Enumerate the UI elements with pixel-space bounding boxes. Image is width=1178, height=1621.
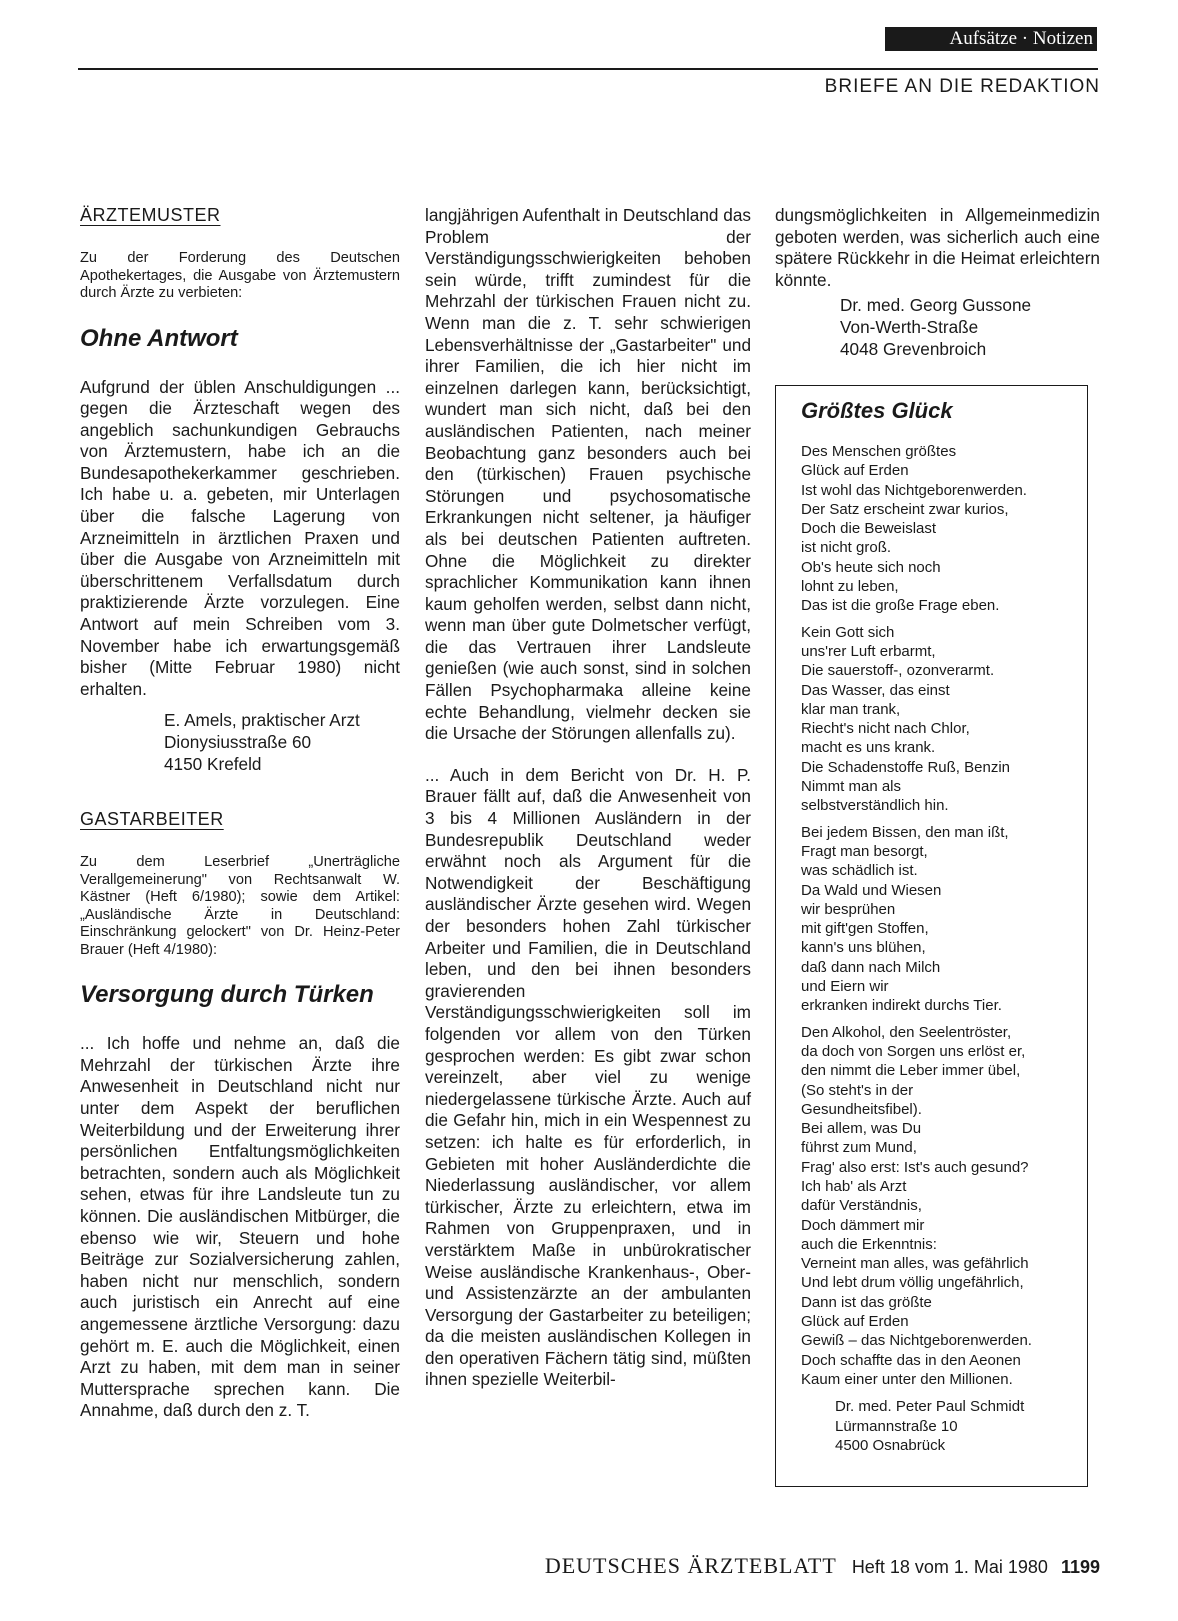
poem-line: Nimmt man als bbox=[801, 778, 902, 796]
poem-line: Des Menschen größtes bbox=[801, 443, 957, 460]
poem-line: Fragt man besorgt, bbox=[801, 842, 928, 860]
article-headline: Versorgung durch Türken bbox=[80, 981, 374, 1009]
poem-line: Glück auf Erden bbox=[801, 462, 909, 480]
page-number: 1199 bbox=[1060, 1557, 1100, 1577]
poem-line: Gewiß – das Nichtgeborenwerden. bbox=[801, 1332, 1032, 1350]
poem-line: erkranken indirekt durchs Tier. bbox=[801, 997, 1002, 1015]
signature-line: Lürmannstraße 10 bbox=[835, 1417, 958, 1435]
poem-line: führst zum Mund, bbox=[801, 1139, 917, 1157]
poem-line: Das ist die große Frage eben. bbox=[801, 597, 1000, 615]
column-3 bbox=[775, 205, 1100, 360]
article-headline: Ohne Antwort bbox=[80, 324, 238, 352]
poem-title: Größtes Glück bbox=[801, 398, 953, 423]
poem-stanza bbox=[801, 623, 1073, 816]
article-intro: Zu dem Leserbrief „Unerträgliche Verallgemeinerung" von Rechtsanwalt W. Kästner (Heft 6/1980); sowie dem Artikel: „Ausländische Ärzte in Deutschland: Einschränkung gelockert" von Dr. Heinz-Peter Brauer (Heft 4/1980): bbox=[80, 854, 400, 958]
poem-line: Kein Gott sich bbox=[801, 623, 895, 641]
poem-stanza bbox=[801, 823, 1073, 1016]
signature-line: Dionysiusstraße 60 bbox=[164, 732, 312, 752]
poem-line: Riecht's nicht nach Chlor, bbox=[801, 720, 970, 738]
poem-line: auch die Erkenntnis: bbox=[801, 1235, 937, 1253]
poem-line: klar man trank, bbox=[801, 700, 901, 718]
article-body: dungsmöglichkeiten in Allgemeinmedizin geboten werden, was sicherlich auch eine spätere Rückkehr in die Heimat erleichtern könnte. bbox=[775, 205, 1100, 290]
poem-line: Da Wald und Wiesen bbox=[801, 881, 942, 899]
poem-line: lohnt zu leben, bbox=[801, 578, 899, 596]
poem-box bbox=[775, 385, 1088, 1487]
poem-line: Die Schadenstoffe Ruß, Benzin bbox=[801, 758, 1011, 776]
poem-line: Den Alkohol, den Seelentröster, bbox=[801, 1023, 1012, 1041]
poem-line: Bei allem, was Du bbox=[801, 1120, 922, 1138]
signature-line: 4048 Grevenbroich bbox=[840, 338, 987, 359]
poem-line: Verneint man alles, was gefährlich bbox=[801, 1255, 1029, 1273]
poem-line: Und lebt drum völlig ungefährlich, bbox=[801, 1274, 1024, 1292]
poem-line: Doch dämmert mir bbox=[801, 1216, 925, 1234]
signature-line: E. Amels, praktischer Arzt bbox=[164, 710, 360, 731]
poem-line: den nimmt die Leber immer übel, bbox=[801, 1062, 1021, 1080]
poem-stanzas bbox=[801, 442, 1073, 1389]
poem-line: Ich hab' als Arzt bbox=[801, 1177, 907, 1195]
article-body: ... Ich hoffe und nehme an, daß die Mehrzahl der türkischen Ärzte ihre Anwesenheit in Deutschland nicht nur unter dem Aspekt der beruflichen Weiterbildung und der Erweiterung ihrer persönlichen Entfaltungsmöglichkeiten betrachten, sondern auch als Möglichkeit sehen, etwas für ihre Landsleute tun zu können. Die ausländischen Mitbürger, die ebenso wie wir, Steuern und hohe Beiträge zur Sozialversicherung zahlen, haben nicht nur menschlich, sondern auch juristisch ein Anrecht auf eine angemessene ärztliche Versorgung: dazu gehört m. E. auch die Möglichkeit, einen Arzt zu haben, mit dem man in seiner Muttersprache sprechen kann. Die Annahme, daß durch den z. T. bbox=[80, 1033, 400, 1421]
poem-line: Doch die Beweislast bbox=[801, 520, 937, 538]
signature-block bbox=[835, 1397, 1073, 1455]
poem-line: selbstverständlich hin. bbox=[801, 797, 949, 815]
signature-line: 4150 Krefeld bbox=[164, 753, 262, 774]
poem-line: was schädlich ist. bbox=[801, 862, 918, 880]
poem-line: und Eiern wir bbox=[801, 978, 889, 996]
topic-label-aerztemuster: ÄRZTEMUSTER bbox=[80, 205, 221, 225]
poem-line: Kaum einer unter den Millionen. bbox=[801, 1370, 1013, 1388]
poem-line: Dann ist das größte bbox=[801, 1293, 932, 1311]
poem-stanza bbox=[801, 442, 1073, 616]
poem-line: Die sauerstoff-, ozonverarmt. bbox=[801, 662, 995, 680]
poem-line: mit gift'gen Stoffen, bbox=[801, 920, 929, 938]
column-2 bbox=[425, 205, 751, 1391]
signature-line: Dr. med. Georg Gussone bbox=[840, 295, 1032, 316]
article-intro: Zu der Forderung des Deutschen Apothekertages, die Ausgabe von Ärztemustern durch Ärzte zu verbieten: bbox=[80, 250, 400, 301]
poem-line: Doch schaffte das in den Aeonen bbox=[801, 1351, 1021, 1369]
page-footer bbox=[460, 1553, 1100, 1579]
poem-line: (So steht's in der bbox=[801, 1081, 914, 1099]
poem-line: da doch von Sorgen uns erlöst er, bbox=[801, 1042, 1026, 1060]
poem-line: Ist wohl das Nichtgeborenwerden. bbox=[801, 481, 1027, 499]
article-body: ... Auch in dem Bericht von Dr. H. P. Brauer fällt auf, daß die Anwesenheit von 3 bis 4 Millionen Ausländern in der Bundesrepublik Deutschland weder erwähnt noch als Argument für die Notwendigkeit der Beschäftigung ausländischer Ärzte gesehen wird. Wegen der besonders hohen Zahl türkischer Arbeiter und Familien, die in Deutschland leben, und den bei ihnen besonders gravierenden Verständigungsschwierigkeiten soll im folgenden vor allem von den Türken gesprochen werden: Es gibt zwar schon vereinzelt, aber viel zu wenige niedergelassene türkische Ärzte. Auch auf die Gefahr hin, mich in ein Wespennest zu setzen: ich halte es für erforderlich, in Gebieten mit hoher Ausländerdichte die Niederlassung ausländischer, vor allem türkischer, Ärzte zu erleichtern, etwa im Rahmen von Gruppenpraxen, und in verstärktem Maße in unbürokratischer Weise ausländische Krankenhaus-, Ober- und Assistenzärzte an der ambulanten Versorgung der Gastarbeiter zu beteiligen; da die meisten ausländischen Kollegen in den operativen Fächern tätig sind, müßten ihnen spezielle Weiterbil- bbox=[425, 764, 751, 1390]
poem-line: Frag' also erst: Ist's auch gesund? bbox=[801, 1158, 1029, 1176]
poem-line: uns'rer Luft erbarmt, bbox=[801, 642, 936, 660]
issue-info: Heft 18 vom 1. Mai 1980 bbox=[851, 1557, 1048, 1577]
signature-line: 4500 Osnabrück bbox=[835, 1436, 946, 1454]
poem-line: dafür Verständnis, bbox=[801, 1197, 922, 1215]
signature-block bbox=[840, 295, 1100, 360]
poem-line: Glück auf Erden bbox=[801, 1313, 909, 1331]
column-1 bbox=[80, 205, 400, 1422]
section-tag: Aufsätze · Notizen bbox=[885, 27, 1097, 51]
article-body: langjährigen Aufenthalt in Deutschland das Problem der Verständigungsschwierigkeiten behoben sein würde, trifft zumindest für die Mehrzahl der türkischen Frauen nicht zu. Wenn man die z. T. sehr schwierigen Lebensverhältnisse der „Gastarbeiter" und ihrer Familien, die ich hier nicht im einzelnen darlegen kann, berücksichtigt, wundert man sich nicht, daß bei den ausländischen Patienten, nach meiner Beobachtung ganz besonders auch bei den (türkischen) Frauen psychische Störungen und psychosomatische Erkrankungen nicht seltener, ja häufiger als bei deutschen Patienten auftreten. Ohne die Möglichkeit zu direkter sprachlicher Kommunikation kann ihnen kaum geholfen werden, selbst dann nicht, wenn man über gute Dolmetscher verfügt, die das Vertrauen ihrer Landsleute genießen (wie auch sonst, sind in solchen Fällen Psychopharmaka alleine keine echte Behandlung, vielmehr decken sie die Ursache der Störungen allenfalls zu). bbox=[425, 205, 751, 744]
poem-line: Gesundheitsfibel). bbox=[801, 1100, 922, 1118]
signature-block bbox=[164, 710, 400, 775]
top-rule bbox=[78, 68, 1098, 70]
signature-line: Von-Werth-Straße bbox=[840, 316, 979, 337]
poem-line: Bei jedem Bissen, den man ißt, bbox=[801, 823, 1009, 841]
poem-line: macht es uns krank. bbox=[801, 739, 936, 757]
poem-line: Das Wasser, das einst bbox=[801, 681, 950, 699]
page-kicker: BRIEFE AN DIE REDAKTION bbox=[824, 76, 1100, 97]
poem-line: kann's uns blühen, bbox=[801, 939, 926, 957]
poem-line: Der Satz erscheint zwar kurios, bbox=[801, 500, 1009, 518]
poem-line: Ob's heute sich noch bbox=[801, 558, 941, 576]
journal-name: DEUTSCHES ÄRZTEBLATT bbox=[544, 1553, 837, 1578]
poem-stanza bbox=[801, 1023, 1073, 1390]
poem-line: ist nicht groß. bbox=[801, 539, 892, 557]
poem-line: wir besprühen bbox=[801, 900, 896, 918]
poem-line: daß dann nach Milch bbox=[801, 958, 941, 976]
article-body: Aufgrund der üblen Anschuldigungen ... gegen die Ärzteschaft wegen des angeblich sachunkundigen Gebrauchs von Ärztemustern, habe ich an die Bundesapothekerkammer geschrieben. Ich habe u. a. gebeten, mir Unterlagen über die falsche Lagerung von Arzneimitteln in ärztlichen Praxen und über die Ausgabe von Arzneimitteln mit überschrittenem Verfallsdatum durch praktizierende Ärzte vorzulegen. Eine Antwort auf mein Schreiben vom 3. November habe ich erwartungsgemäß bisher (Mitte Februar 1980) nicht erhalten. bbox=[80, 376, 400, 699]
signature-line: Dr. med. Peter Paul Schmidt bbox=[835, 1398, 1025, 1416]
topic-label-gastarbeiter: GASTARBEITER bbox=[80, 809, 224, 830]
